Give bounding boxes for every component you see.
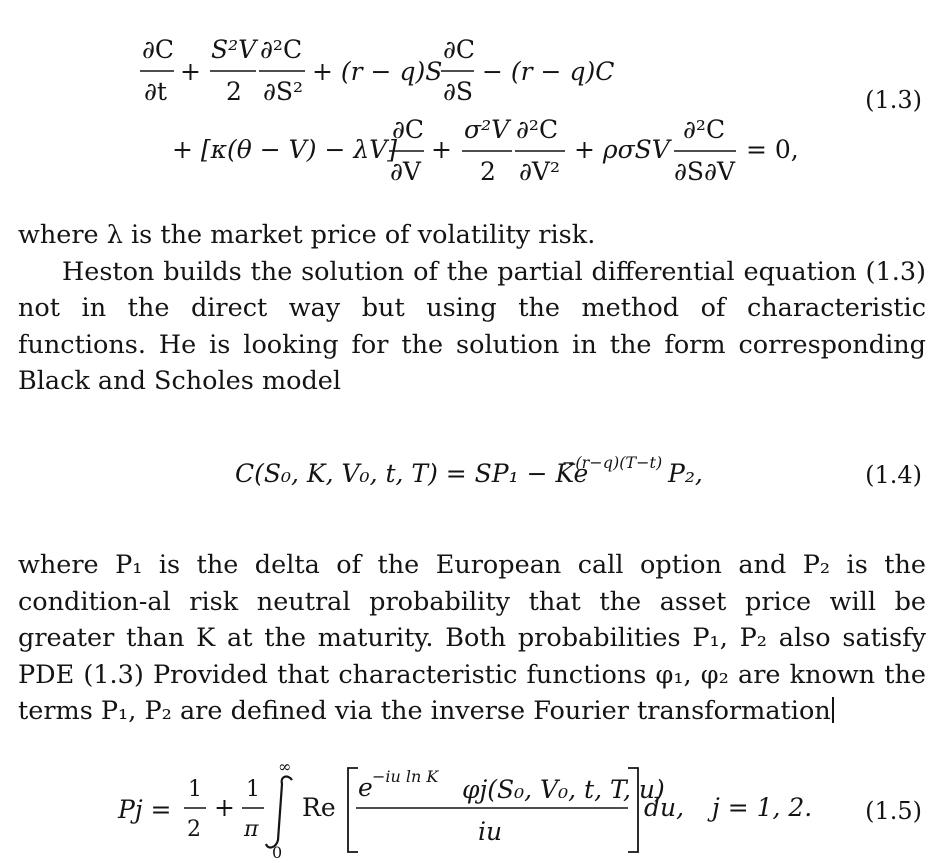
left-bracket: [348, 768, 358, 852]
pi-numerator: 1: [246, 777, 260, 802]
dCdt-numerator: ∂C: [142, 35, 175, 64]
body-text-block-2: [18, 547, 926, 730]
equation-1-4: [0, 450, 946, 500]
equals-zero: = 0,: [746, 135, 799, 164]
black-scholes-lhs: C(S₀, K, V₀, t, T) = SP₁ − Ke: [235, 459, 589, 488]
pj-lhs: Pj =: [118, 795, 172, 824]
plus-sign: +: [431, 135, 452, 164]
equation-number-1-3: (1.3): [865, 86, 922, 114]
index-range: j = 1, 2.: [712, 793, 813, 822]
half-numerator: 1: [188, 777, 202, 802]
integral-upper-limit: ∞: [278, 757, 292, 776]
du-differential: du,: [644, 793, 685, 822]
body-text-block-1: [18, 217, 926, 400]
p2-term: P₂,: [668, 459, 703, 488]
drift-term: + [κ(θ − V) − λV]: [172, 135, 397, 164]
two-denominator: 2: [226, 77, 242, 106]
equation-1-4-svg: [0, 450, 946, 500]
paragraph-probabilities: [18, 547, 926, 730]
equation-1-3: [0, 18, 946, 188]
dV-denominator: ∂V: [390, 157, 421, 186]
half-denominator: 2: [187, 817, 201, 842]
r-minus-q-c-term: − (r − q)C: [482, 57, 615, 86]
d2C-numerator: ∂²C: [260, 35, 303, 64]
d2C-numerator: ∂²C: [516, 115, 559, 144]
discount-exponent: −(r−q)(T−t): [562, 453, 663, 472]
equation-1-5: [0, 750, 946, 863]
dCdS-numerator: ∂C: [443, 35, 476, 64]
two-denominator: 2: [480, 157, 496, 186]
dS2-denominator: ∂S²: [263, 77, 304, 106]
real-part-operator: Re: [302, 793, 336, 822]
plus-sign: +: [214, 793, 235, 822]
equation-number-1-4: (1.4): [865, 461, 922, 489]
sigma2v-numerator: σ²V: [464, 115, 510, 144]
paragraph-heston: Heston builds the solution of the partial differential equation (1.3) not in the direct way but using the method of characteristic functions. He is looking for the solution in the form corresponding Black and Scholes model: [18, 256, 926, 396]
exp-base: e: [358, 773, 373, 802]
paragraph-lambda: where λ is the market price of volatility risk.: [18, 220, 596, 250]
dCdt-denominator: ∂t: [144, 77, 167, 106]
equation-1-3-svg: [0, 18, 946, 188]
mixed-numerator: ∂²C: [683, 115, 726, 144]
exp-power: −iu ln K: [372, 767, 439, 786]
paragraph-probabilities-text: where P₁ is the delta of the European call option and P₂ is the condition-al risk neutral probability that the asset price will be greater than K at the maturity. Both probabilities P₁, P₂ also satisfy PDE (1.3) Provided that characteristic functions φ₁, φ₂ are known the terms P₁, P₂ are defined via the inverse Fourier transformation: [18, 550, 926, 726]
plus-sign: +: [180, 57, 201, 86]
mixed-denominator: ∂S∂V: [674, 157, 736, 186]
characteristic-function: φj(S₀, V₀, t, T, u): [462, 775, 665, 804]
dCdV-numerator: ∂C: [392, 115, 425, 144]
integral-sign: [266, 777, 292, 848]
dS-denominator: ∂S: [443, 77, 474, 106]
s2v-numerator: S²V: [211, 35, 257, 64]
iu-denominator: iu: [478, 817, 503, 846]
dV2-denominator: ∂V²: [519, 157, 561, 186]
rho-sigma-sv-term: + ρσSV: [574, 135, 670, 164]
pi-denominator: π: [244, 817, 259, 842]
equation-1-5-svg: [0, 750, 946, 863]
text-cursor: [832, 697, 834, 723]
r-minus-q-s-term: + (r − q)S: [312, 57, 443, 86]
equation-number-1-5: (1.5): [865, 797, 922, 825]
integral-lower-limit: 0: [272, 843, 283, 862]
